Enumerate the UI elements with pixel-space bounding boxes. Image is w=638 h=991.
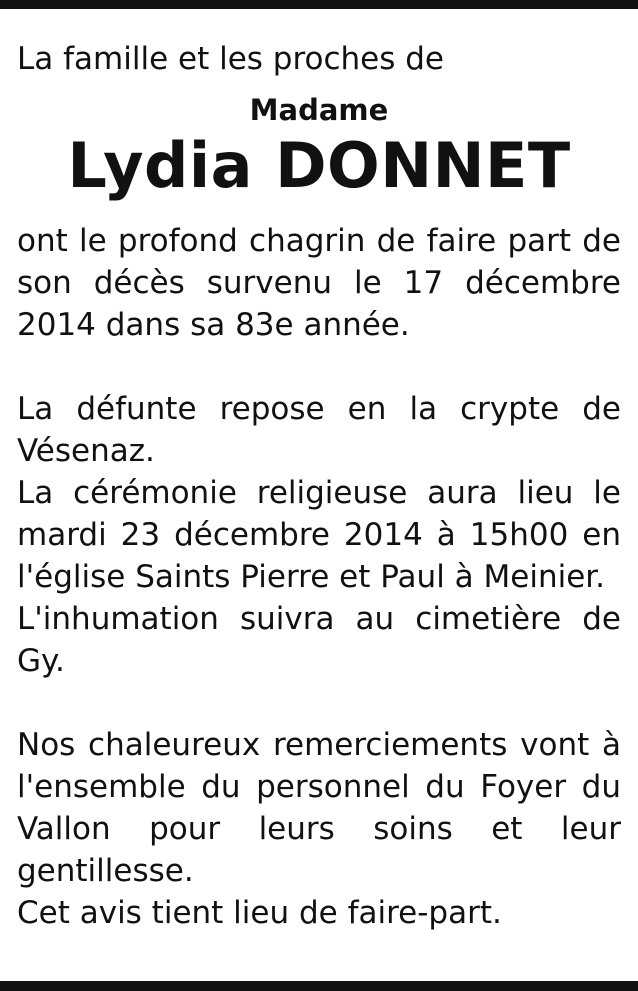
resting-place-paragraph: La défunte repose en la crypte de Vésenaz. — [17, 391, 621, 469]
paragraph-spacer — [17, 346, 621, 388]
ceremony-paragraph: La cérémonie religieuse aura lieu le mardi 23 décembre 2014 à 15h00 en l'église Saints Pierre et Paul à Meinier. — [17, 475, 621, 595]
salutation: Madame — [249, 93, 389, 127]
closing-line: Cet avis tient lieu de faire-part. — [17, 895, 502, 931]
burial-paragraph: L'inhumation suivra au cimetière de Gy. — [17, 601, 621, 679]
bottom-border-rule — [0, 981, 638, 991]
intro-line: La famille et les proches de — [17, 41, 444, 77]
deceased-name: Lydia DONNET — [67, 129, 571, 202]
death-notice — [17, 38, 621, 934]
top-border-rule — [0, 0, 638, 9]
announcement-paragraph: ont le profond chagrin de faire part de son décès survenu le 17 décembre 2014 dans sa 83e année. — [17, 223, 621, 343]
thanks-paragraph: Nos chaleureux remerciements vont à l'ensemble du personnel du Foyer du Vallon pour leurs soins et leur gentillesse. — [17, 727, 621, 889]
paragraph-spacer — [17, 682, 621, 724]
